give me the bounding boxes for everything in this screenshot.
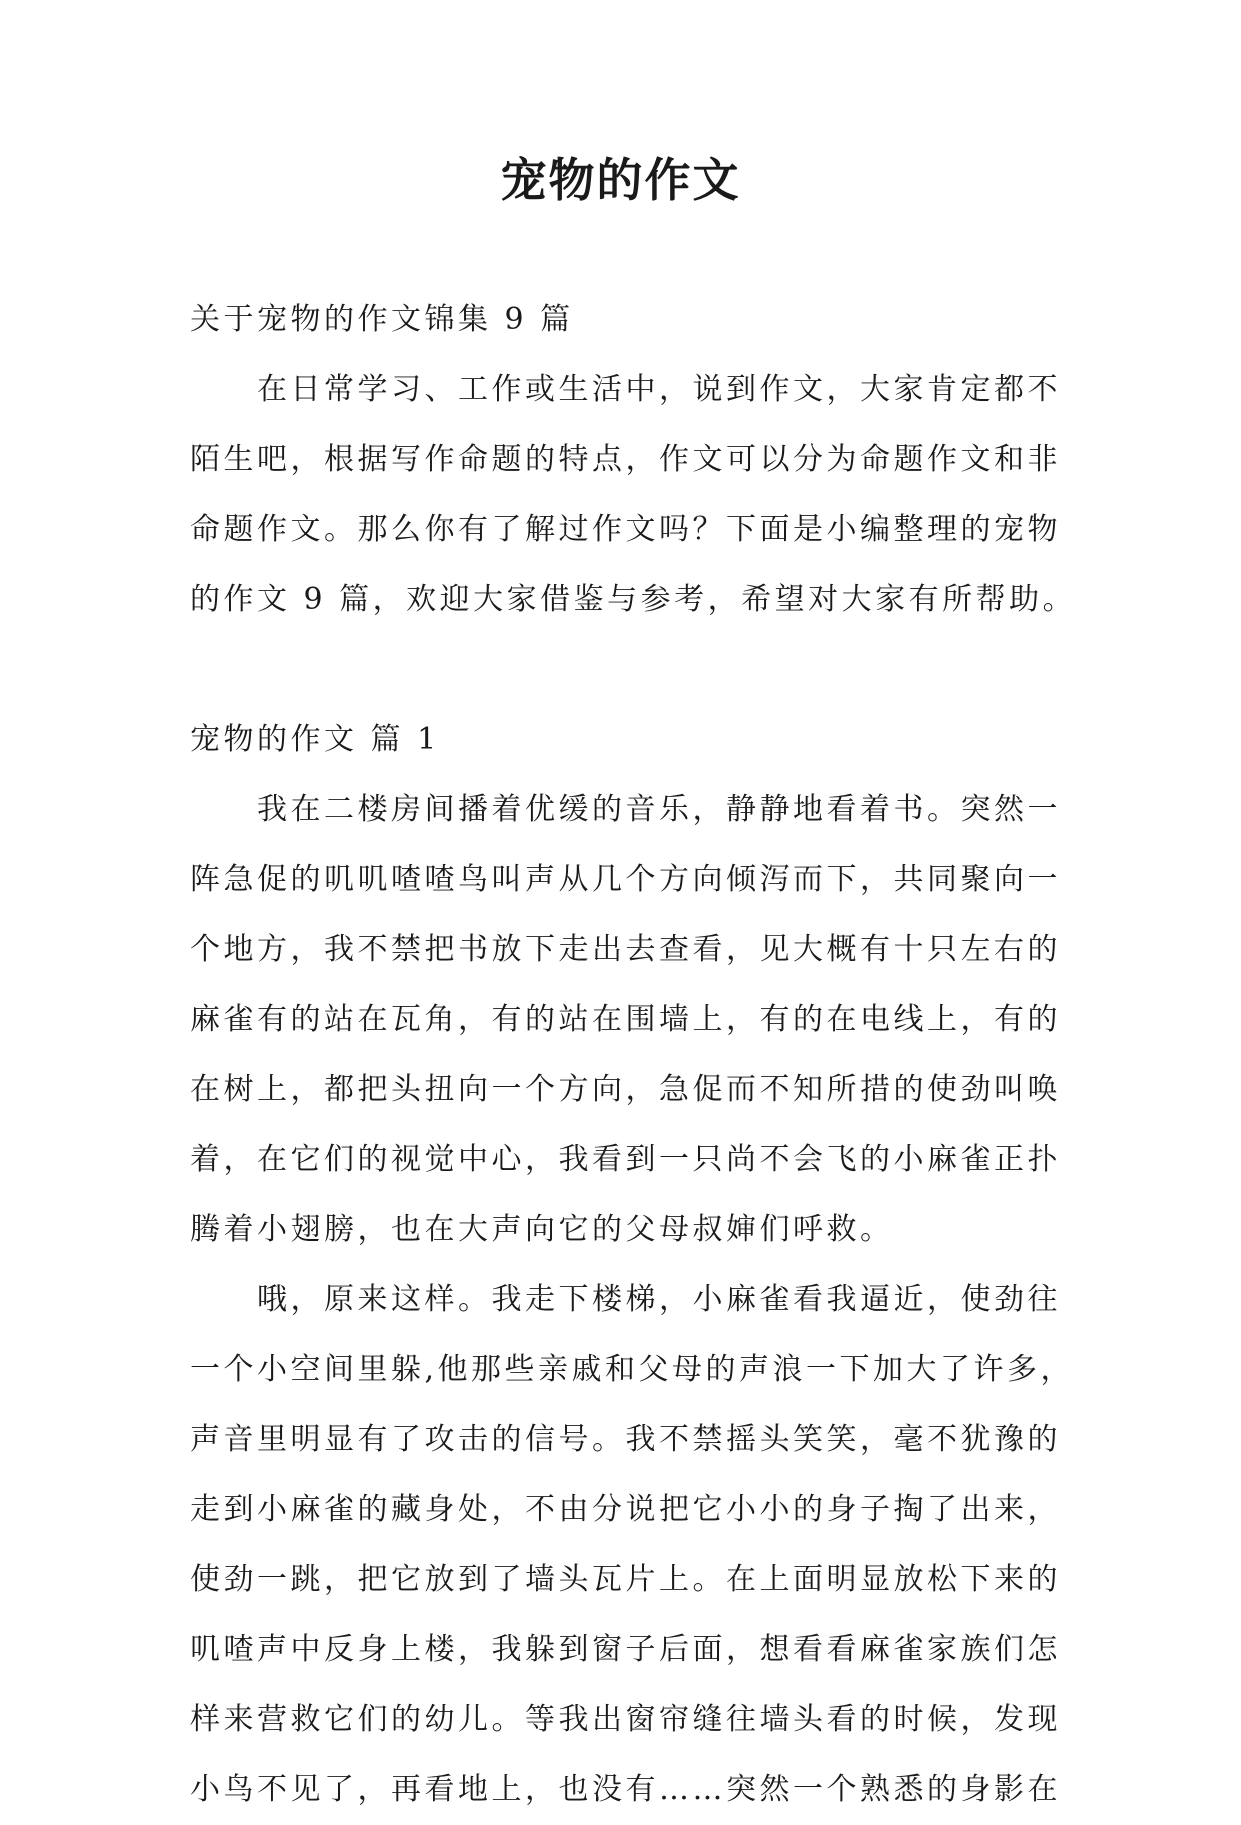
intro-line: 陌生吧，根据写作命题的特点，作文可以分为命题作文和非 [190,442,1061,477]
paragraph-line: 走到小麻雀的藏身处，不由分说把它小小的身子掏了出来， [190,1492,1061,1527]
subtitle-line: 关于宠物的作文锦集 9 篇 [190,302,574,337]
paragraph-line: 个地方，我不禁把书放下走出去查看，见大概有十只左右的 [190,932,1061,967]
section-heading: 宠物的作文 篇 1 [190,722,440,757]
paragraph-line: 腾着小翅膀，也在大声向它的父母叔婶们呼救。 [190,1212,894,1247]
document-body [190,285,1077,1825]
paragraph-line: 阵急促的叽叽喳喳鸟叫声从几个方向倾泻而下，共同聚向一 [190,862,1061,897]
paragraph-line: 使劲一跳，把它放到了墙头瓦片上。在上面明显放松下来的 [190,1562,1061,1597]
paragraph-line: 小鸟不见了，再看地上，也没有……突然一个熟悉的身影在 [190,1772,1061,1807]
paragraph-line: 哦，原来这样。我走下楼梯，小麻雀看我逼近，使劲往 [190,1282,1061,1317]
paragraph-line: 声音里明显有了攻击的信号。我不禁摇头笑笑，毫不犹豫的 [190,1422,1061,1457]
paragraph-line: 一个小空间里躲,他那些亲戚和父母的声浪一下加大了许多， [190,1352,1075,1387]
page-title: 宠物的作文 [500,153,741,207]
paragraph-line: 叽喳声中反身上楼，我躲到窗子后面，想看看麻雀家族们怎 [190,1632,1061,1667]
paragraph-line: 样来营救它们的幼儿。等我出窗帘缝往墙头看的时候，发现 [190,1702,1061,1737]
paragraph-line: 我在二楼房间播着优缓的音乐，静静地看着书。突然一 [190,792,1061,827]
intro-line: 在日常学习、工作或生活中，说到作文，大家肯定都不 [190,372,1061,407]
blank-line [190,635,1070,705]
intro-line: 的作文 9 篇，欢迎大家借鉴与参考，希望对大家有所帮助。 [190,582,1077,617]
paragraph-line: 在树上，都把头扭向一个方向，急促而不知所措的使劲叫唤 [190,1072,1061,1107]
paragraph-line: 麻雀有的站在瓦角，有的站在围墙上，有的在电线上，有的 [190,1002,1061,1037]
intro-line: 命题作文。那么你有了解过作文吗？下面是小编整理的宠物 [190,512,1061,547]
paragraph-line: 着，在它们的视觉中心，我看到一只尚不会飞的小麻雀正扑 [190,1142,1061,1177]
